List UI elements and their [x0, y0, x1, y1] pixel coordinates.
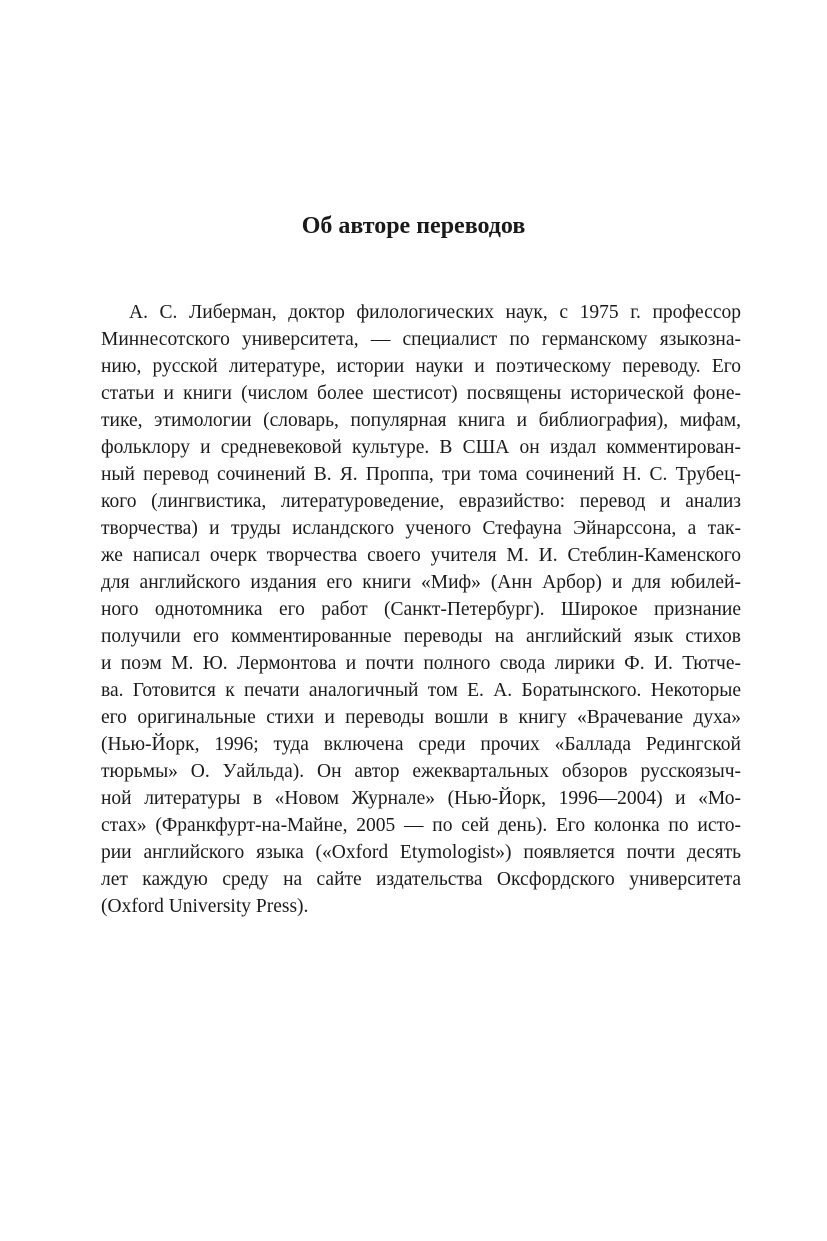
text-line: же написал очерк творчества своего учителя М. И. Стеблин-Каменского	[101, 545, 741, 566]
text-line: (Нью-Йорк, 1996; туда включена среди прочих «Баллада Редингской	[101, 734, 741, 755]
text-line: ва. Готовится к печати аналогичный том Е. А. Боратынского. Некоторые	[101, 680, 741, 701]
text-line: для английского издания его книги «Миф» (Анн Арбор) и для юбилей-	[101, 572, 741, 593]
text-line: Миннесотского университета, — специалист по германскому языкозна-	[101, 329, 741, 350]
text-line: статьи и книги (числом более шестисот) посвящены исторической фоне-	[101, 383, 741, 404]
text-line: творчества) и труды исландского ученого Стефауна Эйнарссона, а так-	[101, 518, 741, 539]
text-line: получили его комментированные переводы на английский язык стихов	[101, 626, 741, 647]
text-line: тюрьмы» О. Уайльда). Он автор ежеквартальных обзоров русскоязыч-	[101, 761, 741, 782]
text-line: тике, этимологии (словарь, популярная книга и библиография), мифам,	[101, 410, 741, 431]
text-line: А. С. Либерман, доктор филологических наук, с 1975 г. профессор	[129, 302, 741, 323]
text-line: (Oxford University Press).	[101, 896, 309, 917]
text-line: стах» (Франкфурт-на-Майне, 2005 — по сей день). Его колонка по исто-	[101, 815, 741, 836]
page-title: Об авторе переводов	[301, 213, 526, 239]
text-line: ной литературы в «Новом Журнале» (Нью-Йорк, 1996—2004) и «Мо-	[101, 788, 741, 809]
text-line: фольклору и средневековой культуре. В США он издал комментирован-	[101, 437, 741, 458]
body-paragraph	[101, 299, 741, 920]
text-line: кого (лингвистика, литературоведение, евразийство: перевод и анализ	[101, 491, 741, 512]
text-line: его оригинальные стихи и переводы вошли в книгу «Врачевание духа»	[101, 707, 741, 728]
text-line: ный перевод сочинений В. Я. Проппа, три тома сочинений Н. С. Трубец-	[101, 464, 741, 485]
text-line: рии английского языка («Oxford Etymologist») появляется почти десять	[101, 842, 741, 863]
text-line: лет каждую среду на сайте издательства Оксфордского университета	[101, 869, 741, 890]
text-line: ного однотомника его работ (Санкт-Петербург). Широкое признание	[101, 599, 741, 620]
text-line: нию, русской литературе, истории науки и поэтическому переводу. Его	[101, 356, 741, 377]
text-line: и поэм М. Ю. Лермонтова и почти полного свода лирики Ф. И. Тютче-	[101, 653, 741, 674]
